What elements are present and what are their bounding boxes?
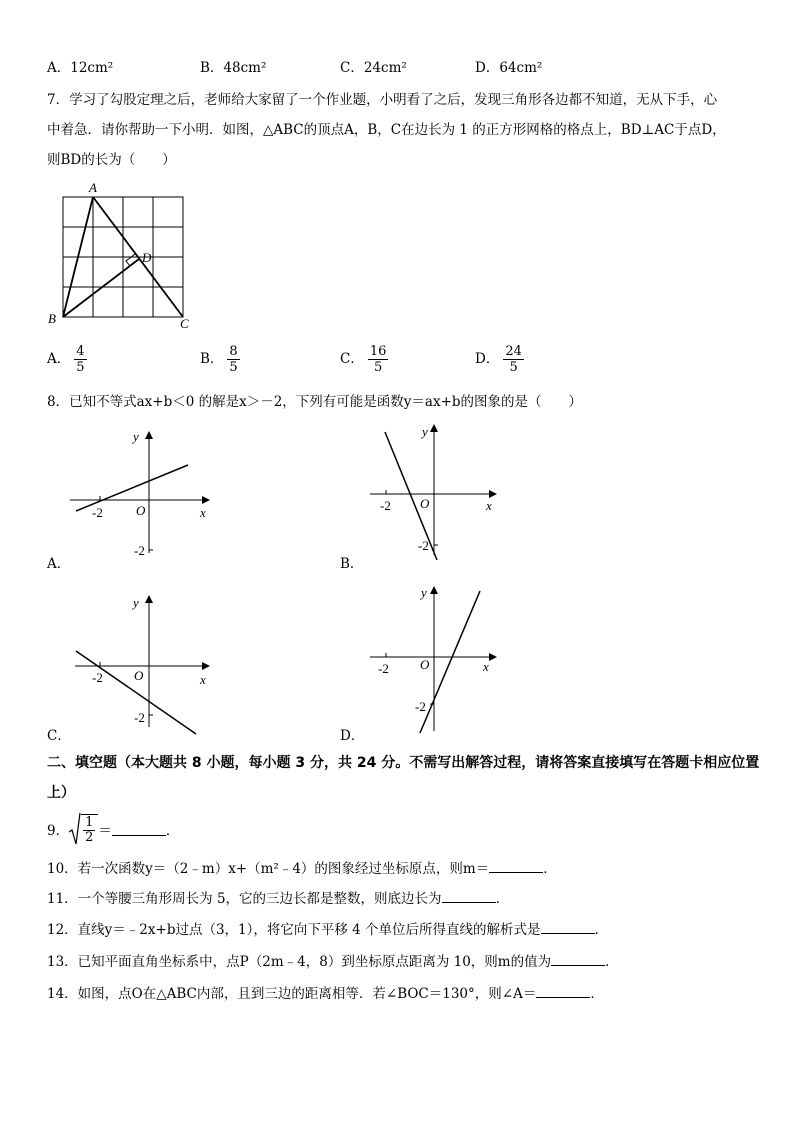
q6-option-b: B．48cm² [200, 60, 267, 76]
svg-text:y: y [421, 585, 427, 600]
svg-text:-2: -2 [418, 538, 429, 553]
svg-text:O: O [420, 657, 430, 672]
q8-graph-b [365, 420, 515, 560]
q9: 9． 1 2 ＝ ． [47, 812, 179, 846]
q7-option-d: D． $\frac{24}{5}$ [475, 344, 522, 375]
q8-graph-d [365, 583, 515, 735]
q7-label-c: C [180, 316, 189, 330]
q7-option-b: B． $\frac{8}{5}$ [200, 344, 238, 375]
q7-stem-line2: 中着急．请你帮助一下小明．如图，△ABC的顶点A，B，C在边长为 1 的正方形网格的格点上，BD⊥AC于点D， [47, 122, 726, 138]
svg-text:-2: -2 [134, 710, 145, 725]
q11: 11．一个等腰三角形周长为 5，它的三边长都是整数，则底边长为 ． [47, 891, 510, 907]
q8-option-d-label: D． [340, 728, 365, 744]
q13: 13．已知平面直角坐标系中，点P（2m﹣4，8）到坐标原点距离为 10，则m的值为 ． [47, 954, 619, 970]
section-2-heading-line1: 二、填空题（本大题共 8 小题，每小题 3 分，共 24 分。不需写出解答过程，请将答案直接填写在答题卡相应位置 [47, 755, 760, 771]
sqrt-sign [69, 812, 81, 846]
svg-text:y: y [422, 424, 428, 439]
q7-triangle-figure [44, 180, 204, 330]
svg-text:-2: -2 [92, 505, 103, 520]
svg-text:x: x [486, 498, 492, 513]
q10: 10．若一次函数y＝（2﹣m）x+（m²﹣4）的图象经过坐标原点，则m＝ ． [47, 861, 557, 877]
q6-option-a: A．12cm² [47, 60, 114, 76]
q7-label-a: A [89, 180, 97, 195]
svg-text:y: y [133, 595, 139, 610]
svg-text:x: x [200, 672, 206, 687]
svg-text:-2: -2 [378, 661, 389, 676]
q7-label-d: D [142, 250, 152, 265]
section-2-heading-line2: 上） [47, 785, 75, 801]
q6-option-c: C．24cm² [340, 60, 407, 76]
svg-text:x: x [483, 659, 489, 674]
q7-stem-line1: 7．学习了勾股定理之后，老师给大家留了一个作业题，小明看了之后，发现三角形各边都不知道，无从下手，心 [47, 92, 718, 108]
q8-option-c-label: C． [47, 728, 71, 744]
svg-text:y: y [133, 429, 139, 444]
svg-text:x: x [200, 505, 206, 520]
q14: 14．如图，点O在△ABC内部，且到三边的距离相等．若∠BOC＝130°，则∠A＝ ． [47, 986, 604, 1002]
q7-option-c: C． $\frac{16}{5}$ [340, 344, 387, 375]
q8-graph-c [70, 592, 220, 737]
svg-text:-2: -2 [134, 543, 145, 558]
q8-graph-a [70, 425, 220, 565]
q8-stem: 8．已知不等式ax+b＜0 的解是x＞－2，下列有可能是函数y＝ax+b的图象的是（ ） [47, 394, 583, 410]
svg-text:-2: -2 [92, 670, 103, 685]
q8-option-b-label: B． [340, 556, 364, 572]
q8-option-a-label: A． [47, 556, 71, 572]
svg-text:-2: -2 [415, 699, 426, 714]
svg-text:O: O [420, 496, 430, 511]
svg-text:O: O [134, 668, 144, 683]
svg-text:O: O [136, 503, 146, 518]
q7-label-b: B [48, 311, 56, 326]
q6-option-d: D．64cm² [475, 60, 543, 76]
q12: 12．直线y＝﹣2x+b过点（3，1），将它向下平移 4 个单位后所得直线的解析式是 ． [47, 922, 609, 938]
q7-stem-line3: 则BD的长为（ ） [47, 152, 176, 168]
svg-text:-2: -2 [380, 498, 391, 513]
q7-option-a: A． $\frac{4}{5}$ [47, 344, 85, 375]
